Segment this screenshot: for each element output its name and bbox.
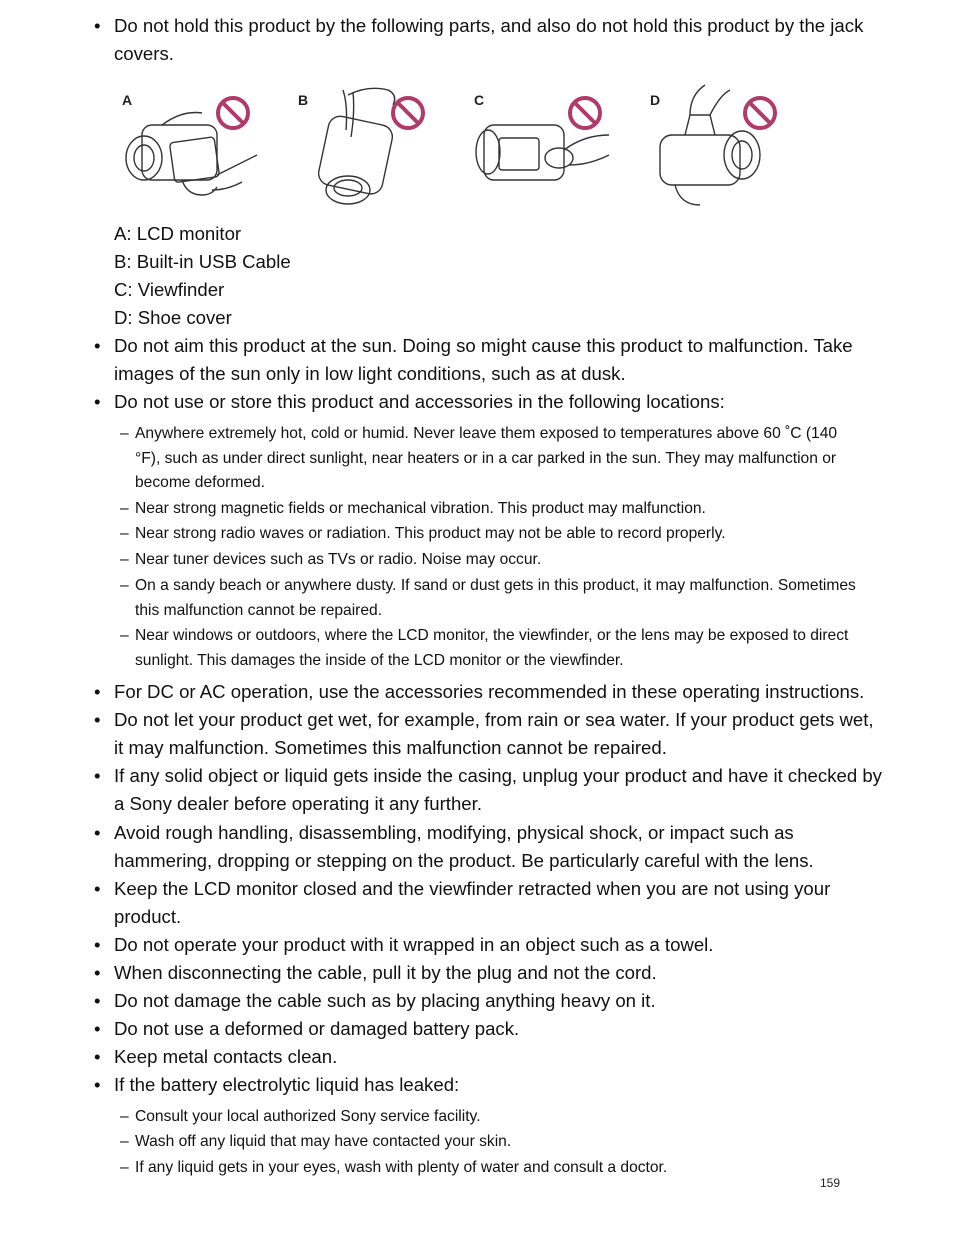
location-item-magnetic [120,497,860,522]
bullet-text: Do not damage the cable such as by placing anything heavy on it. [114,990,656,1011]
figure-letter: A [122,92,133,108]
bullet-text: Keep the LCD monitor closed and the viewfinder retracted when you are not using your product. [114,878,831,927]
bullet-marker: • [94,1046,101,1067]
figure-letter: B [298,92,309,108]
bullet-contacts [94,1043,884,1071]
bullet-hold [94,12,884,68]
dash-marker: – [120,525,129,542]
caption-a: A: LCD monitor [114,223,242,244]
dash-marker: – [120,500,129,517]
bullet-marker: • [94,681,101,702]
sub-item-text: If any liquid gets in your eyes, wash with plenty of water and consult a doctor. [135,1159,668,1176]
bullet-marker: • [94,822,101,843]
leak-item-eyes [120,1156,860,1181]
caption-d: D: Shoe cover [114,307,232,328]
location-item-tuner [120,548,860,573]
bullet-rough [94,819,884,875]
bullet-dc-ac [94,678,884,706]
bullet-text: If any solid object or liquid gets inside the casing, unplug your product and have it checked by a Sony dealer before operating it any further. [114,765,882,814]
camcorder-viewfinder-illustration [474,80,619,210]
bullet-marker: • [94,990,101,1011]
dash-marker: – [120,577,129,594]
camcorder-shoe-cover-illustration [650,80,790,210]
caption-c: C: Viewfinder [114,279,225,300]
bullet-wet [94,706,884,762]
figure-letter: C [474,92,485,108]
bullet-text: For DC or AC operation, use the accessories recommended in these operating instructions. [114,681,865,702]
bullet-cable-pull [94,959,884,987]
figure-letter: D [650,92,661,108]
caption-b: B: Built-in USB Cable [114,251,291,272]
bullet-leaked [94,1071,884,1099]
bullet-marker: • [94,1074,101,1095]
sub-item-text: Near strong magnetic fields or mechanical vibration. This product may malfunction. [135,500,706,517]
bullet-marker: • [94,15,101,36]
bullet-marker: • [94,1018,101,1039]
bullet-text: Do not hold this product by the following parts, and also do not hold this product by the jack covers. [114,15,864,64]
bullet-marker: • [94,335,101,356]
dash-marker: – [120,1159,129,1176]
sub-item-text: Near strong radio waves or radiation. This product may not be able to record properly. [135,525,726,542]
sub-item-text: Wash off any liquid that may have contacted your skin. [135,1133,512,1150]
bullet-marker: • [94,391,101,412]
bullet-text: If the battery electrolytic liquid has leaked: [114,1074,460,1095]
bullet-sun [94,332,884,388]
figure-a-lcd-monitor [122,80,262,210]
camcorder-usb-illustration [298,80,438,210]
location-item-radio [120,522,860,547]
bullet-battery [94,1015,884,1043]
figure-b-usb-cable [298,80,438,210]
bullet-text: When disconnecting the cable, pull it by the plug and not the cord. [114,962,657,983]
leak-item-wash [120,1130,860,1155]
bullet-text: Keep metal contacts clean. [114,1046,338,1067]
bullet-text: Avoid rough handling, disassembling, modifying, physical shock, or impact such as hammering, dropping or stepping on the product. Be particularly careful with the lens. [114,822,814,871]
sub-item-text: Near tuner devices such as TVs or radio. Noise may occur. [135,551,542,568]
location-item-sandy [120,574,860,623]
bullet-lcd-closed [94,875,884,931]
figure-d-shoe-cover [650,80,790,210]
bullet-text: Do not let your product get wet, for example, from rain or sea water. If your product gets wet, it may malfunction. Sometimes this malfunction cannot be repaired. [114,709,874,758]
sub-item-text: Near windows or outdoors, where the LCD monitor, the viewfinder, or the lens may be exposed to direct sunlight. This damages the inside of the LCD monitor or the viewfinder. [135,627,849,669]
leak-item-consult [120,1105,860,1130]
sub-item-text: Anywhere extremely hot, cold or humid. Never leave them exposed to temperatures above 60 ˚C (140 °F), such as under direct sunlight, near heaters or in a car parked in the sun. They may malfunction or become deformed. [135,425,838,491]
camcorder-lcd-illustration [122,80,262,210]
bullet-marker: • [94,934,101,955]
dash-marker: – [120,1108,129,1125]
bullet-marker: • [94,878,101,899]
bullet-marker: • [94,962,101,983]
page-number: 159 [820,1176,841,1190]
bullet-solid [94,762,884,818]
bullet-marker: • [94,765,101,786]
bullet-marker: • [94,709,101,730]
dash-marker: – [120,425,129,442]
dash-marker: – [120,627,129,644]
bullet-text: Do not aim this product at the sun. Doing so might cause this product to malfunction. Take images of the sun only in low light conditions, such as at dusk. [114,335,853,384]
sub-item-text: On a sandy beach or anywhere dusty. If sand or dust gets in this product, it may malfunction. Sometimes this malfunction cannot be repaired. [135,577,856,619]
figure-c-viewfinder [474,80,619,210]
bullet-text: Do not operate your product with it wrapped in an object such as a towel. [114,934,714,955]
sub-item-text: Consult your local authorized Sony service facility. [135,1108,481,1125]
bullet-cable-damage [94,987,884,1015]
location-item-hot [120,422,860,496]
bullet-text: Do not use a deformed or damaged battery pack. [114,1018,520,1039]
location-item-windows [120,624,860,673]
bullet-towel [94,931,884,959]
dash-marker: – [120,1133,129,1150]
bullet-text: Do not use or store this product and accessories in the following locations: [114,391,725,412]
dash-marker: – [120,551,129,568]
bullet-locations [94,388,884,416]
